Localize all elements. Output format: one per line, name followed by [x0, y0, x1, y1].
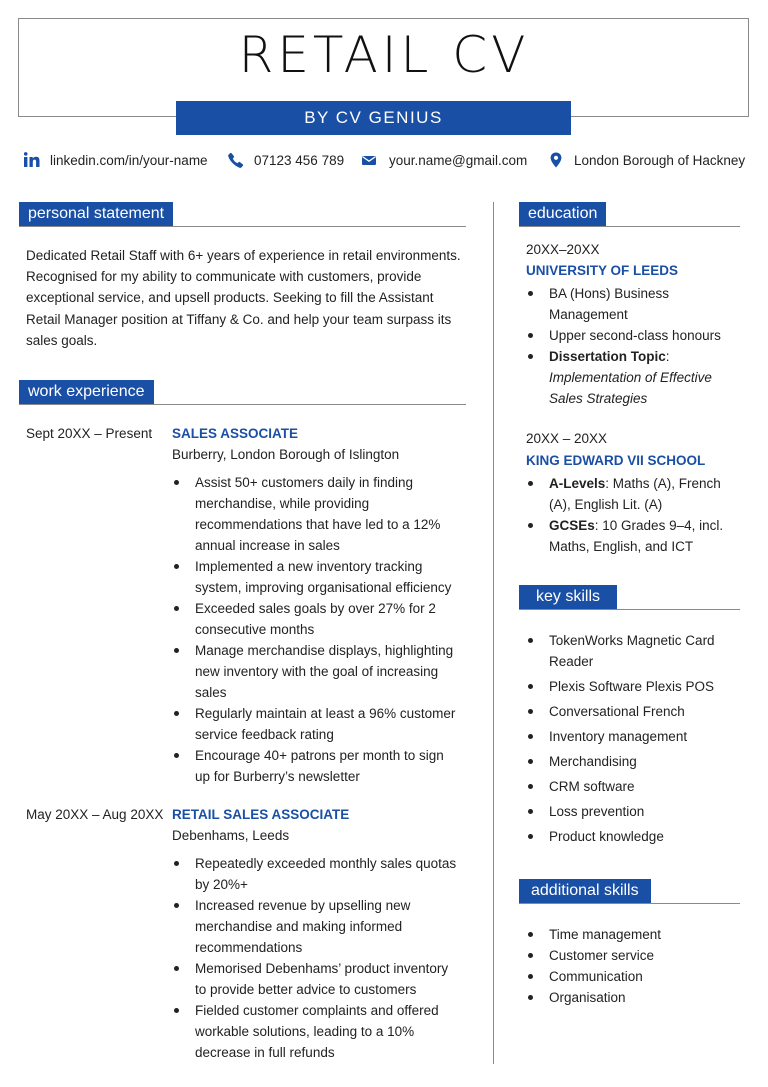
- location-icon: [548, 152, 564, 168]
- contact-bar: [0, 152, 768, 176]
- list-item: Product knowledge: [526, 826, 736, 847]
- job-2-bullets: [172, 853, 462, 1063]
- contact-email-text: your.name@gmail.com: [389, 152, 528, 168]
- section-rule: [519, 609, 740, 610]
- list-item: Upper second-class honours: [526, 325, 736, 346]
- education-2-school: KING EDWARD VII SCHOOL: [526, 453, 706, 468]
- contact-phone-text: 07123 456 789: [254, 152, 345, 168]
- education-2-list: [526, 473, 736, 557]
- list-item: BA (Hons) Business Management: [526, 283, 736, 325]
- list-item: Exceeded sales goals by over 27% for 2 consecutive months: [172, 598, 462, 640]
- section-rule: [519, 226, 740, 227]
- list-item: Loss prevention: [526, 801, 736, 822]
- section-tab: additional skills: [519, 879, 651, 903]
- list-item: Implemented a new inventory tracking system, improving organisational efficiency: [172, 556, 462, 598]
- contact-location[interactable]: [548, 152, 745, 168]
- section-rule: [19, 226, 466, 227]
- job-2-title: RETAIL SALES ASSOCIATE: [172, 807, 350, 822]
- section-rule: [519, 903, 740, 904]
- personal-statement-text: Dedicated Retail Staff with 6+ years of experience in retail environments. Recognised for my ability to communicate with customers, provide exceptional service, and upsell products. Seeking to fill the Assistant Retail Manager position at Tiffany & Co. and help your team surpass its sales goals.: [26, 248, 461, 348]
- gcses-value: : 10 Grades 9–4, incl. Maths, English, and ICT: [549, 518, 724, 554]
- list-item: Communication: [526, 966, 736, 987]
- list-item: Repeatedly exceeded monthly sales quotas by 20%+: [172, 853, 462, 895]
- job-1-title: SALES ASSOCIATE: [172, 426, 299, 441]
- alevels-label: A-Levels: [549, 476, 606, 491]
- list-item: Assist 50+ customers daily in finding merchandise, while providing recommendations that have led to a 12% annual increase in sales: [172, 472, 462, 556]
- linkedin-icon: [24, 152, 40, 168]
- list-item: Fielded customer complaints and offered workable solutions, leading to a 10% decrease in full refunds: [172, 1000, 462, 1063]
- key-skills-heading: [519, 585, 740, 609]
- list-item: Encourage 40+ patrons per month to sign up for Burberry’s newsletter: [172, 745, 462, 787]
- section-tab: key skills: [519, 585, 617, 609]
- contact-linkedin[interactable]: [24, 152, 208, 168]
- subtitle-banner: BY CV GENIUS: [176, 101, 571, 135]
- contact-phone[interactable]: [228, 152, 344, 168]
- section-tab: work experience: [19, 380, 154, 404]
- education-1-dates: 20XX–20XX: [526, 242, 600, 257]
- section-rule: [19, 404, 466, 405]
- education-2-dates: 20XX – 20XX: [526, 431, 608, 446]
- list-item: Time management: [526, 924, 736, 945]
- list-item: TokenWorks Magnetic Card Reader: [526, 630, 736, 672]
- section-tab: education: [519, 202, 606, 226]
- list-item: Customer service: [526, 945, 736, 966]
- list-item: Increased revenue by upselling new merchandise and making informed recommendations: [172, 895, 462, 958]
- list-item: Merchandising: [526, 751, 736, 772]
- list-item: Manage merchandise displays, highlighting new inventory with the goal of increasing sales: [172, 640, 462, 703]
- contact-location-text: London Borough of Hackney: [574, 152, 746, 168]
- job-1-bullets: [172, 472, 462, 787]
- work-experience-heading: [19, 380, 466, 404]
- education-heading: [519, 202, 740, 226]
- contact-linkedin-text: linkedin.com/in/your-name: [50, 152, 208, 168]
- list-item: Memorised Debenhams’ product inventory to provide better advice to customers: [172, 958, 462, 1000]
- additional-skills-list: [526, 924, 736, 1008]
- list-item: Organisation: [526, 987, 736, 1008]
- personal-statement-heading: [19, 202, 466, 226]
- section-tab: personal statement: [19, 202, 173, 226]
- job-2-dates: May 20XX – Aug 20XX: [26, 807, 164, 822]
- job-1-company: Burberry, London Borough of Islington: [172, 447, 400, 462]
- education-1-list: [526, 283, 736, 409]
- list-item: Inventory management: [526, 726, 736, 747]
- education-1-school: UNIVERSITY OF LEEDS: [526, 263, 679, 278]
- alevels-value: : Maths (A), French (A), English Lit. (A): [549, 476, 721, 512]
- page-title: RETAIL CV: [238, 26, 530, 84]
- additional-skills-heading: [519, 879, 740, 903]
- phone-icon: [228, 152, 244, 168]
- list-item: [526, 515, 736, 557]
- list-item: CRM software: [526, 776, 736, 797]
- column-divider: [493, 202, 494, 1064]
- list-item: Plexis Software Plexis POS: [526, 676, 736, 697]
- list-item: [526, 473, 736, 515]
- key-skills-list: [526, 630, 736, 847]
- job-2-company: Debenhams, Leeds: [172, 828, 290, 843]
- gcses-label: GCSEs: [549, 518, 595, 533]
- email-icon: [361, 152, 377, 168]
- list-item: Dissertation Topic: Implementation of Effective Sales Strategies: [526, 346, 736, 409]
- list-item: Regularly maintain at least a 96% customer service feedback rating: [172, 703, 462, 745]
- contact-email[interactable]: [361, 152, 527, 168]
- list-item: Conversational French: [526, 701, 736, 722]
- job-1-dates: Sept 20XX – Present: [26, 426, 153, 441]
- dissertation-value: Implementation of Effective Sales Strategies: [549, 370, 712, 406]
- dissertation-label: Dissertation Topic: [549, 349, 666, 364]
